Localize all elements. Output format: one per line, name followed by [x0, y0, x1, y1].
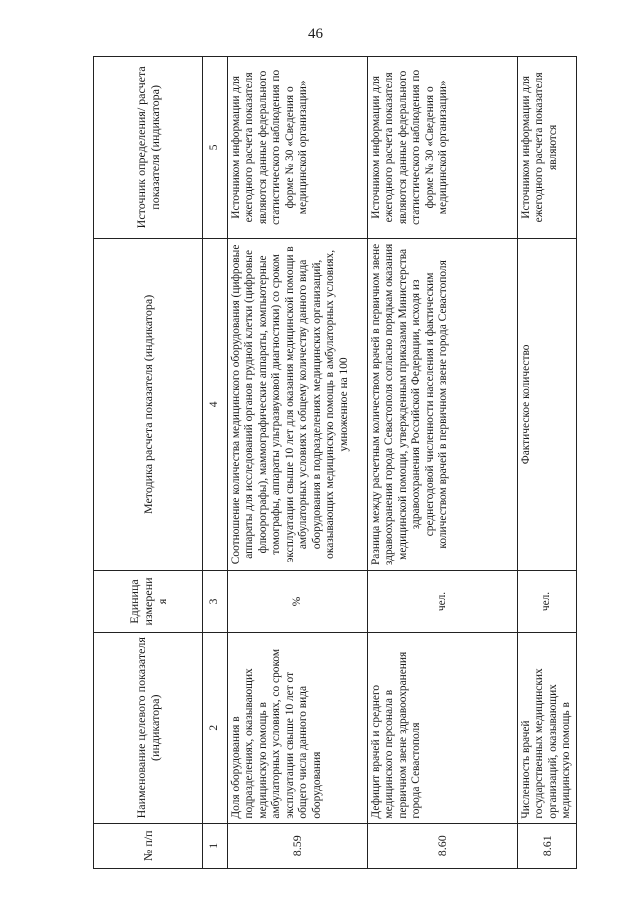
row-number: 8.60	[368, 823, 518, 868]
unit-of-measure: %	[228, 571, 368, 633]
page-number: 46	[308, 26, 323, 42]
header-row	[94, 57, 203, 869]
header-col-3: Единица измерения	[94, 571, 203, 633]
indicator-table	[93, 56, 577, 869]
header-col-1: № п/п	[94, 823, 203, 868]
column-number-row	[203, 57, 228, 869]
row-number: 8.59	[228, 823, 368, 868]
unit-of-measure: чел.	[368, 571, 518, 633]
data-source: Источником информации для ежегодного расчета показателя являются	[518, 57, 577, 239]
calculation-method: Соотношение количества медицинского оборудования (цифровые аппараты для исследований органов грудной клетки (цифровые флюорографы), маммографические аппараты, компьютерные томографы, аппараты ультразвуковой диагностики) со сроком эксплуатации свыше 10 лет для оказания медицинской помощи в амбулаторных условиях к общему количеству данного вида оборудования в подразделениях медицинских организаций, оказывающих медицинскую помощь в амбулаторных условиях, умноженное на 100	[228, 238, 368, 570]
data-source: Источником информации для ежегодного расчета показателя являются данные федерального статистического наблюдения по форме № 30 «Сведения о медицинской организации»	[368, 57, 518, 239]
row-number: 8.61	[518, 823, 577, 868]
column-number: 5	[203, 57, 228, 239]
indicator-name: Дефицит врачей и среднего медицинского персонала в первичном звене здравоохранения города Севастополя	[368, 632, 518, 823]
unit-of-measure: чел.	[518, 571, 577, 633]
column-number: 3	[203, 571, 228, 633]
indicator-name: Численность врачей государственных медицинских организаций, оказывающих медицинскую помощь в	[518, 632, 577, 823]
calculation-method: Разница между расчетным количеством врачей в первичном звене здравоохранения города Севастополя согласно порядкам оказания медицинской помощи, утвержденным приказами Министерства здравоохранения Российской Федерации, исходя из среднегодовой численности населения и фактическим количеством врачей в первичном звене города Севастополя	[368, 238, 518, 570]
header-col-4: Методика расчета показателя (индикатора)	[94, 238, 203, 570]
table-row	[518, 57, 577, 869]
calculation-method: Фактическое количество	[518, 238, 577, 570]
data-source: Источником информации для ежегодного расчета показателя являются данные федерального статистического наблюдения по форме № 30 «Сведения о медицинской организации»	[228, 57, 368, 239]
header-col-5: Источник определения/ расчета показателя (индикатора)	[94, 57, 203, 239]
column-number: 1	[203, 823, 228, 868]
table-row	[368, 57, 518, 869]
indicator-name: Доля оборудования в подразделениях, оказывающих медицинскую помощь в амбулаторных условиях, со сроком эксплуатации свыше 10 лет от общего числа данного вида оборудования	[228, 632, 368, 823]
column-number: 2	[203, 632, 228, 823]
rotated-table-container	[93, 56, 573, 869]
column-number: 4	[203, 238, 228, 570]
header-col-2: Наименование целевого показателя (индикатора)	[94, 632, 203, 823]
table-row	[228, 57, 368, 869]
